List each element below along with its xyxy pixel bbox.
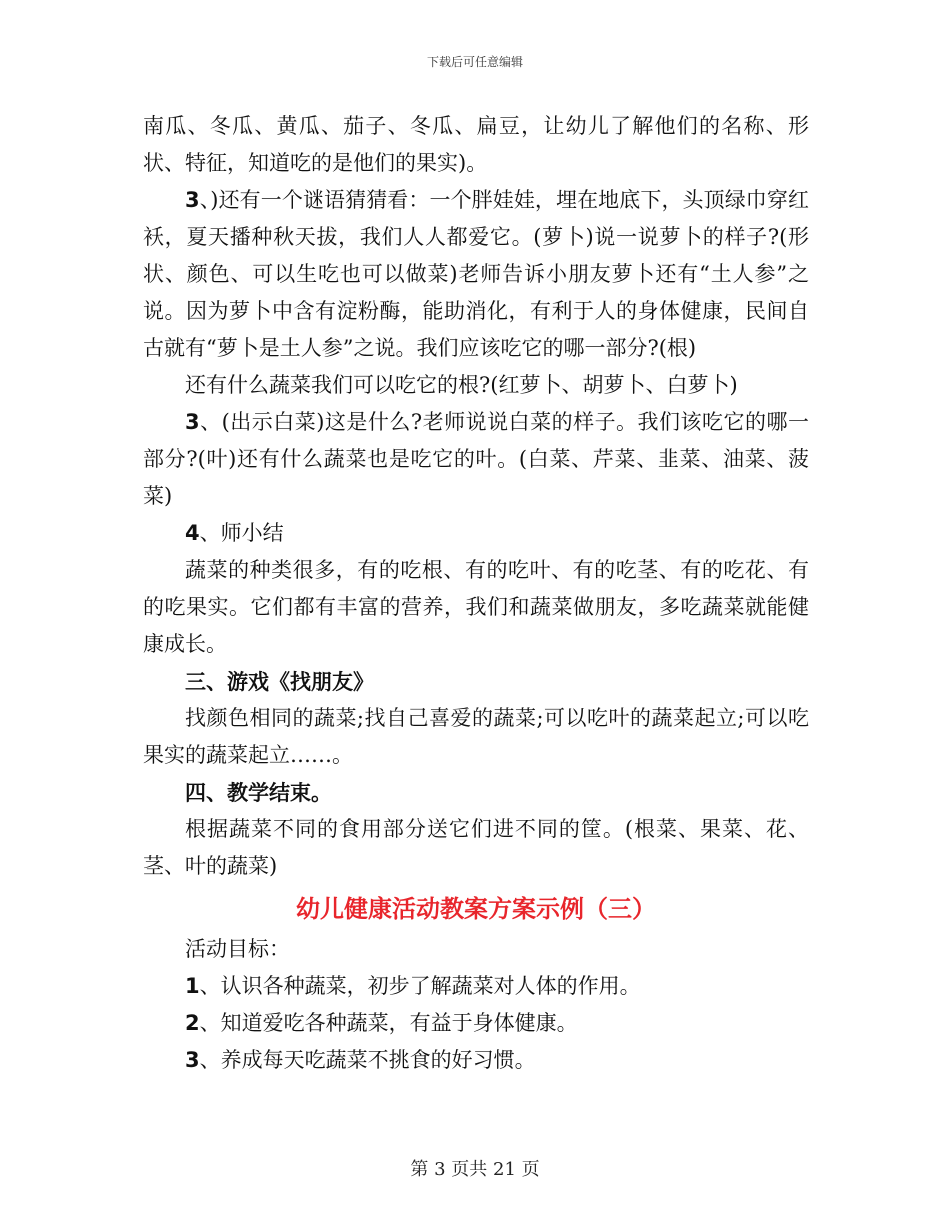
goal-item bbox=[143, 968, 809, 1005]
paragraph-text: 、(出示白菜)这是什么?老师说说白菜的样子。我们该吃它的哪一部分?(叶)还有什么蔬菜也是吃它的叶。(白菜、芹菜、韭菜、油菜、菠菜) bbox=[143, 410, 809, 508]
paragraph-text: 、)还有一个谜语猜猜看：一个胖娃娃，埋在地底下，头顶绿巾穿红袄，夏天播种秋天拔，我们人人都爱它。(萝卜)说一说萝卜的样子?(形状、颜色、可以生吃也可以做菜)老师告诉小朋友萝卜还有“土人参”之说。因为萝卜中含有淀粉酶，能助消化，有利于人的身体健康，民间自古就有“萝卜是土人参”之说。我们应该吃它的哪一部分?(根) bbox=[143, 188, 809, 360]
paragraph-text: 、师小结 bbox=[199, 521, 284, 545]
paragraph-summary: 蔬菜的种类很多，有的吃根、有的吃叶、有的吃茎、有的吃花、有的吃果实。它们都有丰富的营养，我们和蔬菜做朋友，多吃蔬菜就能健康成长。 bbox=[143, 558, 809, 656]
paragraph-summary-heading bbox=[143, 515, 809, 552]
goal-item bbox=[143, 1005, 809, 1042]
item-number: 3 bbox=[185, 410, 200, 434]
paragraph-roots: 还有什么蔬菜我们可以吃它的根?(红萝卜、胡萝卜、白萝卜) bbox=[185, 373, 738, 397]
page-header: 下载后可任意编辑 bbox=[426, 55, 523, 69]
goal-text: 、养成每天吃蔬菜不挑食的好习惯。 bbox=[199, 1048, 536, 1072]
section-title: 幼儿健康活动教案方案示例（三） bbox=[296, 895, 656, 923]
item-number: 3 bbox=[185, 188, 200, 212]
goals-label: 活动目标： bbox=[185, 937, 290, 961]
goal-text: 、知道爱吃各种蔬菜，有益于身体健康。 bbox=[199, 1011, 578, 1035]
item-number: 2 bbox=[185, 1011, 200, 1035]
paragraph-riddle bbox=[143, 182, 809, 367]
paragraph-vegetable-fruits: 南瓜、冬瓜、黄瓜、茄子、冬瓜、扁豆，让幼儿了解他们的名称、形状、特征，知道吃的是他们的果实)。 bbox=[143, 114, 809, 175]
paragraph-cabbage bbox=[143, 404, 809, 515]
goal-text: 、认识各种蔬菜，初步了解蔬菜对人体的作用。 bbox=[199, 974, 641, 998]
paragraph-game: 找颜色相同的蔬菜;找自己喜爱的蔬菜;可以吃叶的蔬菜起立;可以吃果实的蔬菜起立……。 bbox=[143, 706, 809, 767]
item-number: 3 bbox=[185, 1048, 200, 1072]
item-number: 4 bbox=[185, 521, 200, 545]
section-heading-end: 四、教学结束。 bbox=[185, 780, 332, 805]
paragraph-end: 根据蔬菜不同的食用部分送它们进不同的筐。(根菜、果菜、花、茎、叶的蔬菜) bbox=[143, 817, 809, 878]
document-body bbox=[143, 108, 809, 1079]
section-heading-game: 三、游戏《找朋友》 bbox=[185, 669, 374, 694]
page-footer: 第 3 页共 21 页 bbox=[410, 1159, 540, 1180]
goal-item bbox=[143, 1042, 809, 1079]
item-number: 1 bbox=[185, 974, 200, 998]
